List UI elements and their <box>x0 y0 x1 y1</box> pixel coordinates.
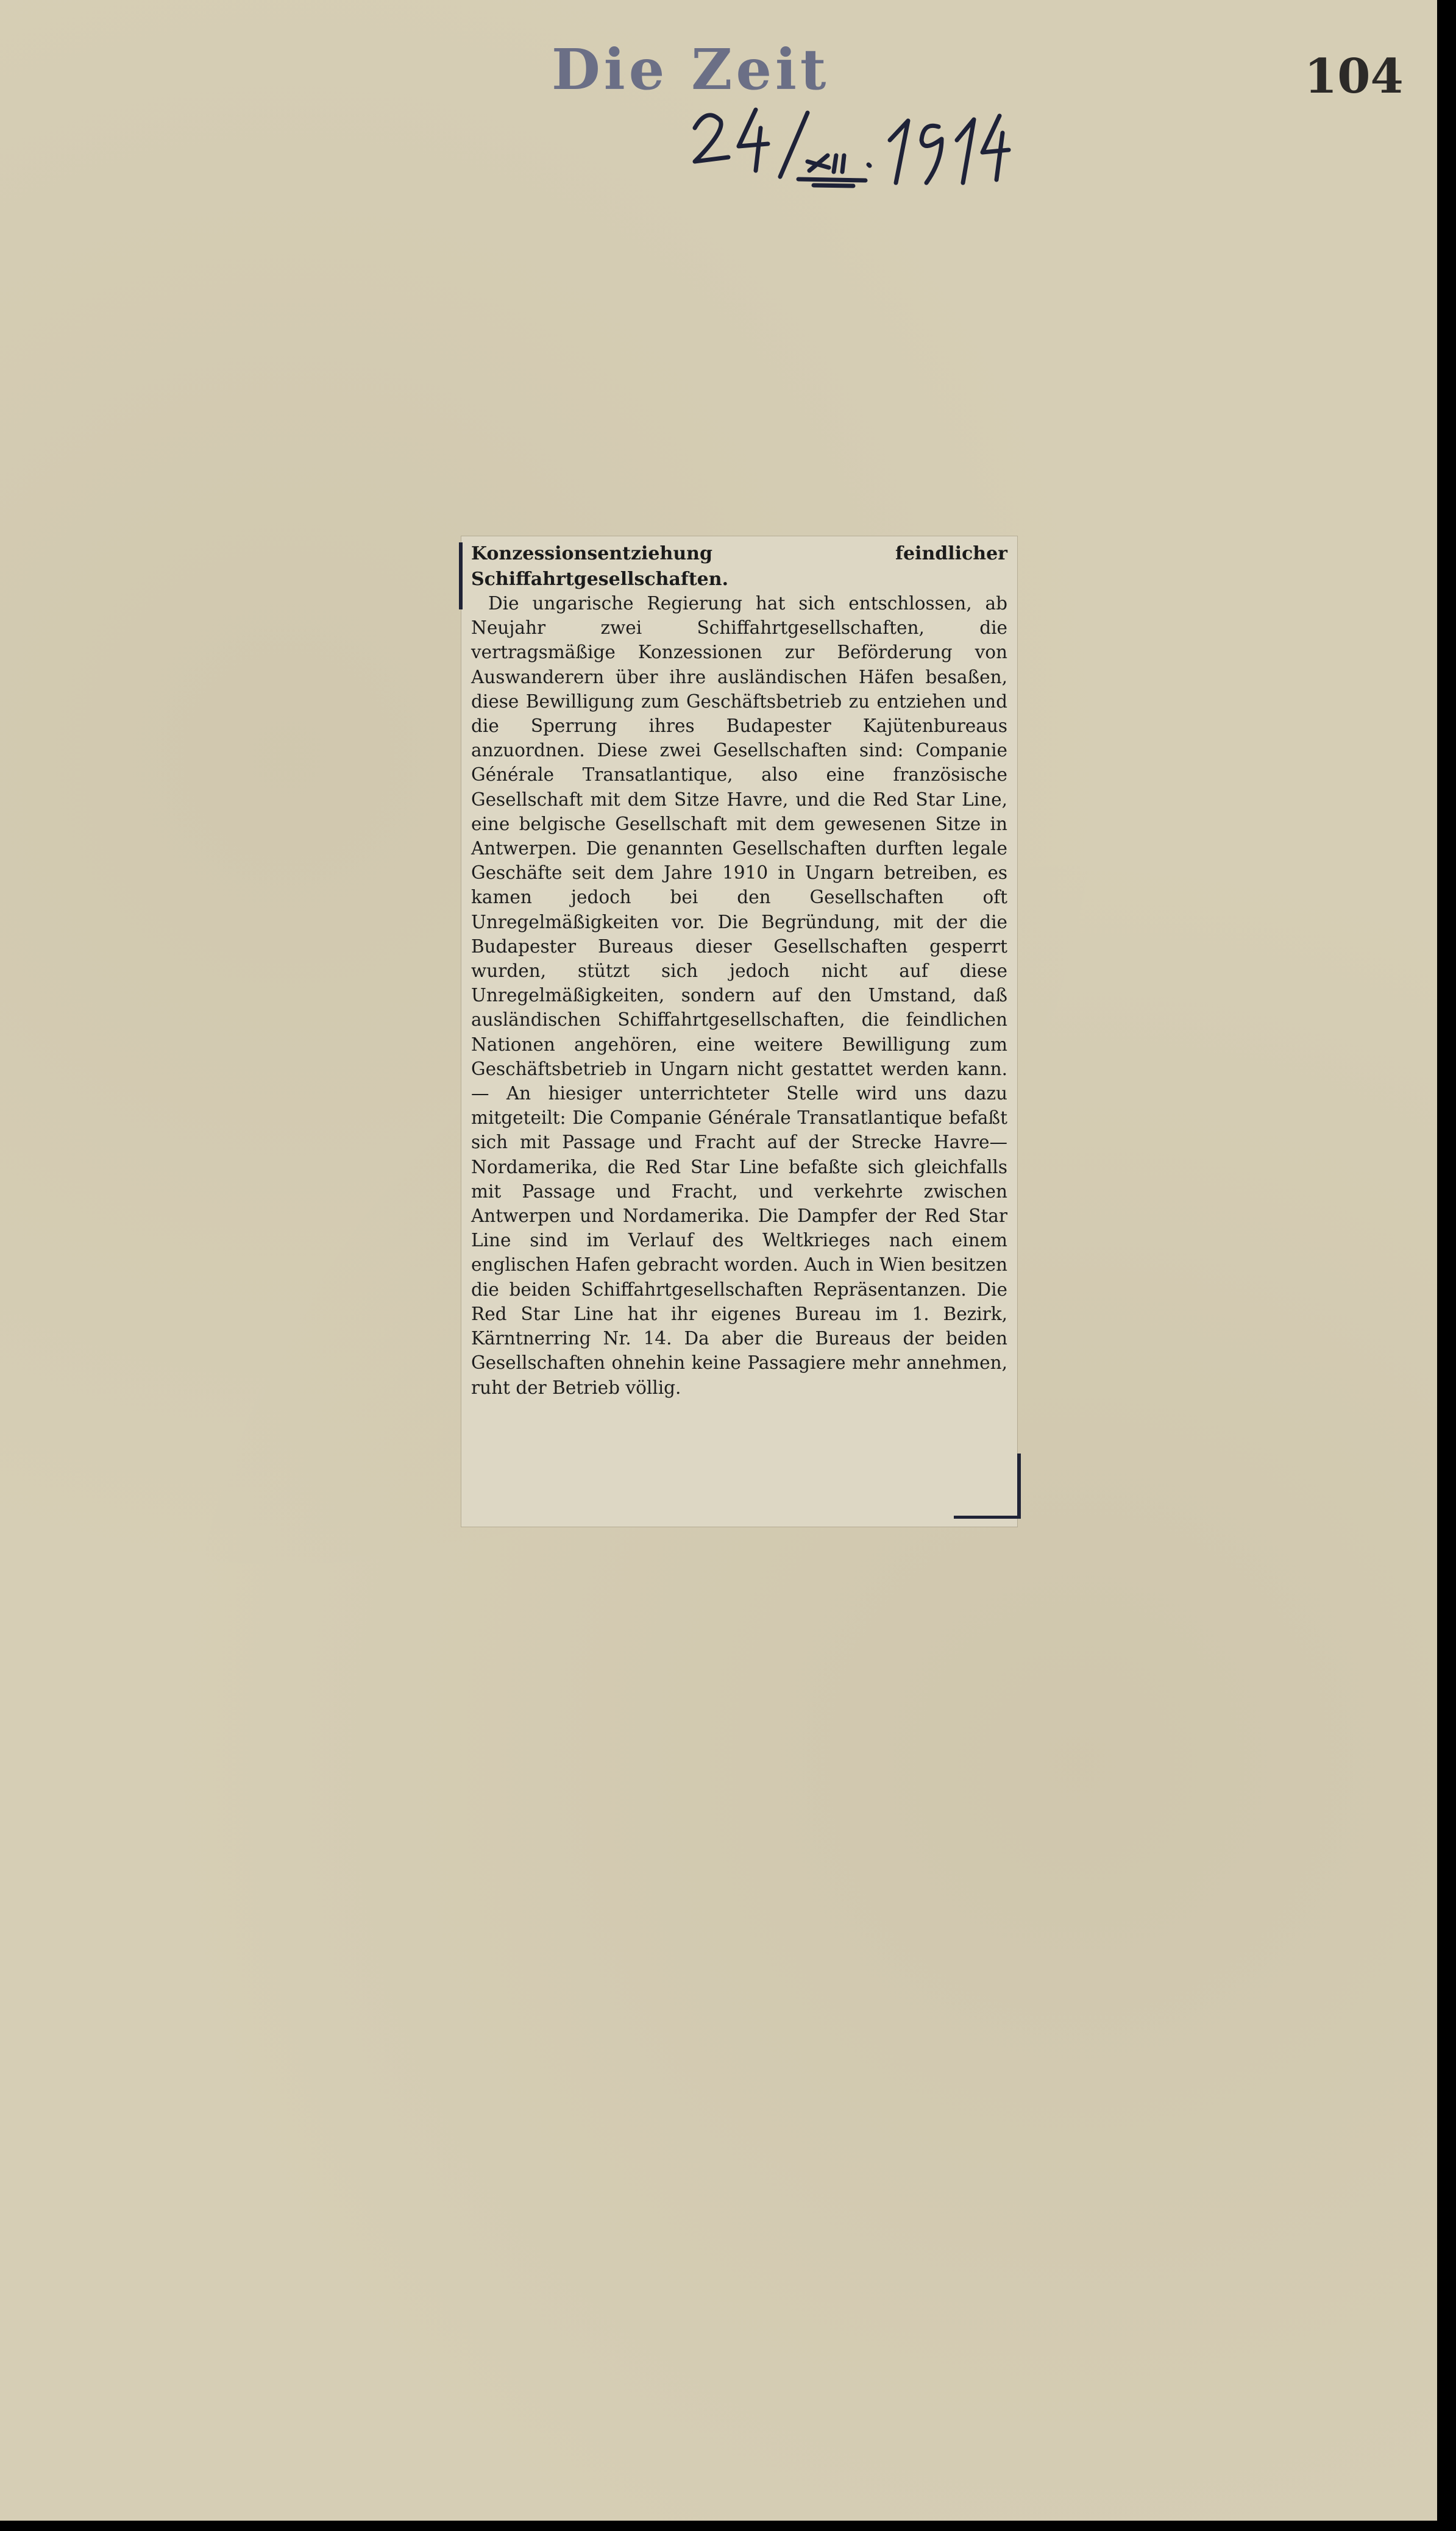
article-headline: Konzessionsentziehung feindlicher Schiffahrtgesellschaften. <box>471 543 1007 590</box>
newspaper-clipping <box>461 536 1017 1527</box>
ink-bracket-right <box>1017 1454 1021 1518</box>
page-number: 104 <box>1304 49 1404 104</box>
ink-bracket-bottom <box>954 1516 1021 1519</box>
newspaper-name-stamp: Die Zeit <box>552 37 830 102</box>
article-body: Die ungarische Regierung hat sich entschlossen, ab Neujahr zwei Schiffahrtgesellschaften, die vertragsmäßige Konzessionen zur Beförderung von Auswanderern über ihre ausländischen Häfen besaßen, diese Bewilligung zum Geschäftsbetrieb zu entziehen und die Sperrung ihres Budapester Kajütenbureaus anzuordnen. Diese zwei Gesellschaften sind: Companie Générale Transatlantique, also eine französische Gesellschaft mit dem Sitze Havre, und die Red Star Line, eine belgische Gesellschaft mit dem gewesenen Sitze in Antwerpen. Die genannten Gesellschaften durften legale Geschäfte seit dem Jahre 1910 in Ungarn betreiben, es kamen jedoch bei den Gesellschaften oft Unregelmäßigkeiten vor. Die Begründung, mit der die Budapester Bureaus dieser Gesellschaften gesperrt wurden, stützt sich jedoch nicht auf diese Unregelmäßigkeiten, sondern auf den Umstand, daß ausländischen Schiffahrtgesellschaften, die feindlichen Nationen angehören, eine weitere Bewilligung zum Geschäftsbetrieb in Ungarn nicht gestattet werden kann. — An hiesiger unterrichteter Stelle wird uns dazu mitgeteilt: Die Companie Générale Transatlantique befaßt sich mit Passage und Fracht auf der Strecke Havre—Nordamerika, die Red Star Line befaßte sich gleichfalls mit Passage und Fracht, und verkehrte zwischen Antwerpen und Nordamerika. Die Dampfer der Red Star Line sind im Verlauf des Weltkrieges nach einem englischen Hafen gebracht worden. Auch in Wien besitzen die beiden Schiffahrtgesellschaften Repräsentanzen. Die Red Star Line hat ihr eigenes Bureau im 1. Bezirk, Kärntnerring Nr. 14. Da aber die Bureaus der beiden Gesellschaften ohnehin keine Passagiere mehr annehmen, ruht der Betrieb völlig. <box>471 593 1007 1398</box>
handwritten-date <box>683 104 1012 201</box>
ink-bracket-left <box>459 542 463 609</box>
